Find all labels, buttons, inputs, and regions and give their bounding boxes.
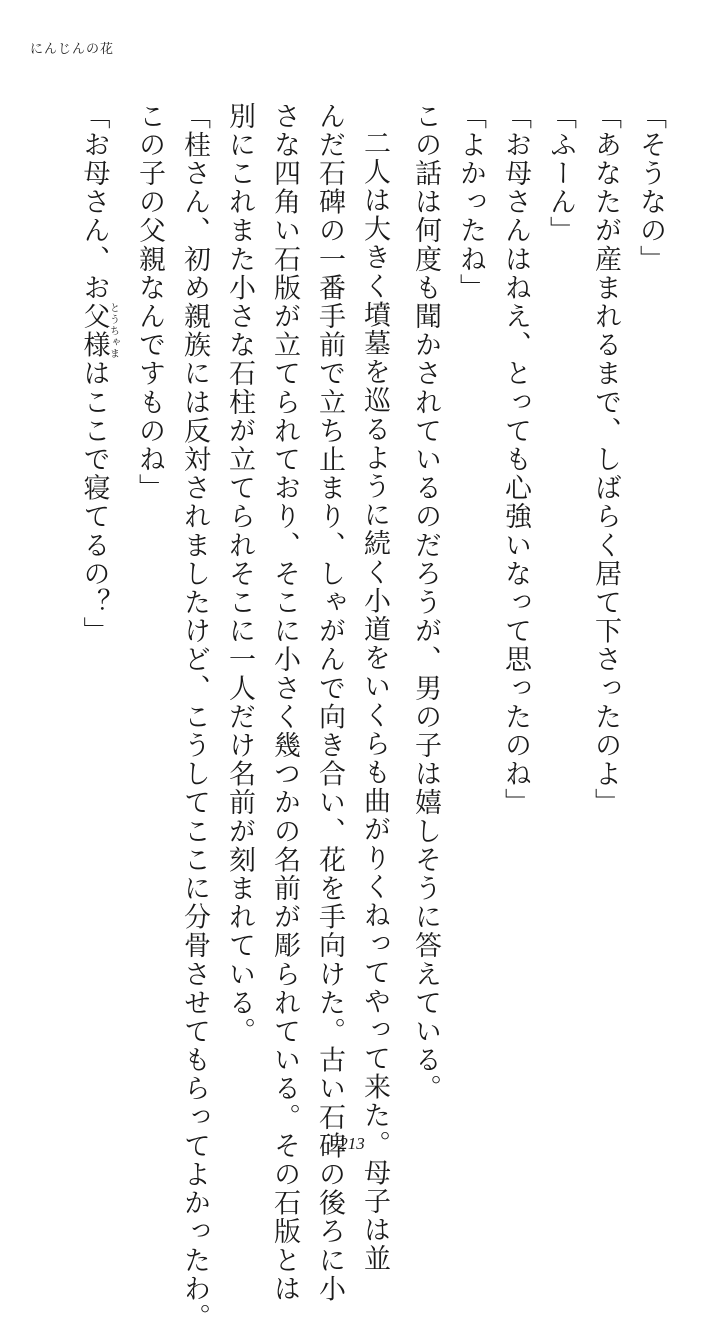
text-line: この子の父親なんですものね」: [134, 102, 165, 503]
text-line: 「桂さん、初め親族には反対されましたけど、こうしてここに分骨させてもらってよかったわ。: [179, 102, 210, 1332]
text-line-with-ruby: [78, 102, 119, 1112]
running-header: にんじんの花: [30, 42, 115, 57]
text-line: さな四角い石版が立てられており、そこに小さく幾つかの名前が彫られている。その石版とは: [269, 102, 300, 1304]
text-line: 「あなたが産まれるまで、しばらく居て下さったのよ」: [590, 102, 621, 817]
text-segment: はここで寝てるの？」: [78, 359, 110, 646]
text-segment: 「お母さん、お: [78, 102, 110, 303]
text-line: 二人は大きく墳墓を巡るように続く小道をいくらも曲がりくねってやって来た。母子は並: [359, 129, 390, 1273]
text-line: この話は何度も聞かされているのだろうが、男の子は嬉しそうに答えている。: [410, 102, 441, 1103]
text-line: 「ふーん」: [545, 102, 576, 245]
text-line: 別にこれまた小さな石柱が立てられそこに一人だけ名前が刻まれている。: [224, 102, 255, 1046]
ruby-reading: とうちゃま: [107, 302, 119, 360]
text-line: 「よかったね」: [455, 102, 486, 303]
paragraph-gap: [388, 102, 394, 1112]
text-line: 「お母さんはねえ、とっても心強いなって思ったのね」: [500, 102, 531, 817]
ruby-base: 父様: [78, 302, 110, 360]
ruby-annotation: [78, 302, 119, 360]
text-line: んだ石碑の一番手前で立ち止まり、しゃがんで向き合い、花を手向けた。古い石碑の後ろに小: [314, 102, 345, 1304]
text-line: 「そうなの」: [635, 102, 666, 274]
page-number: 213: [339, 1134, 365, 1153]
